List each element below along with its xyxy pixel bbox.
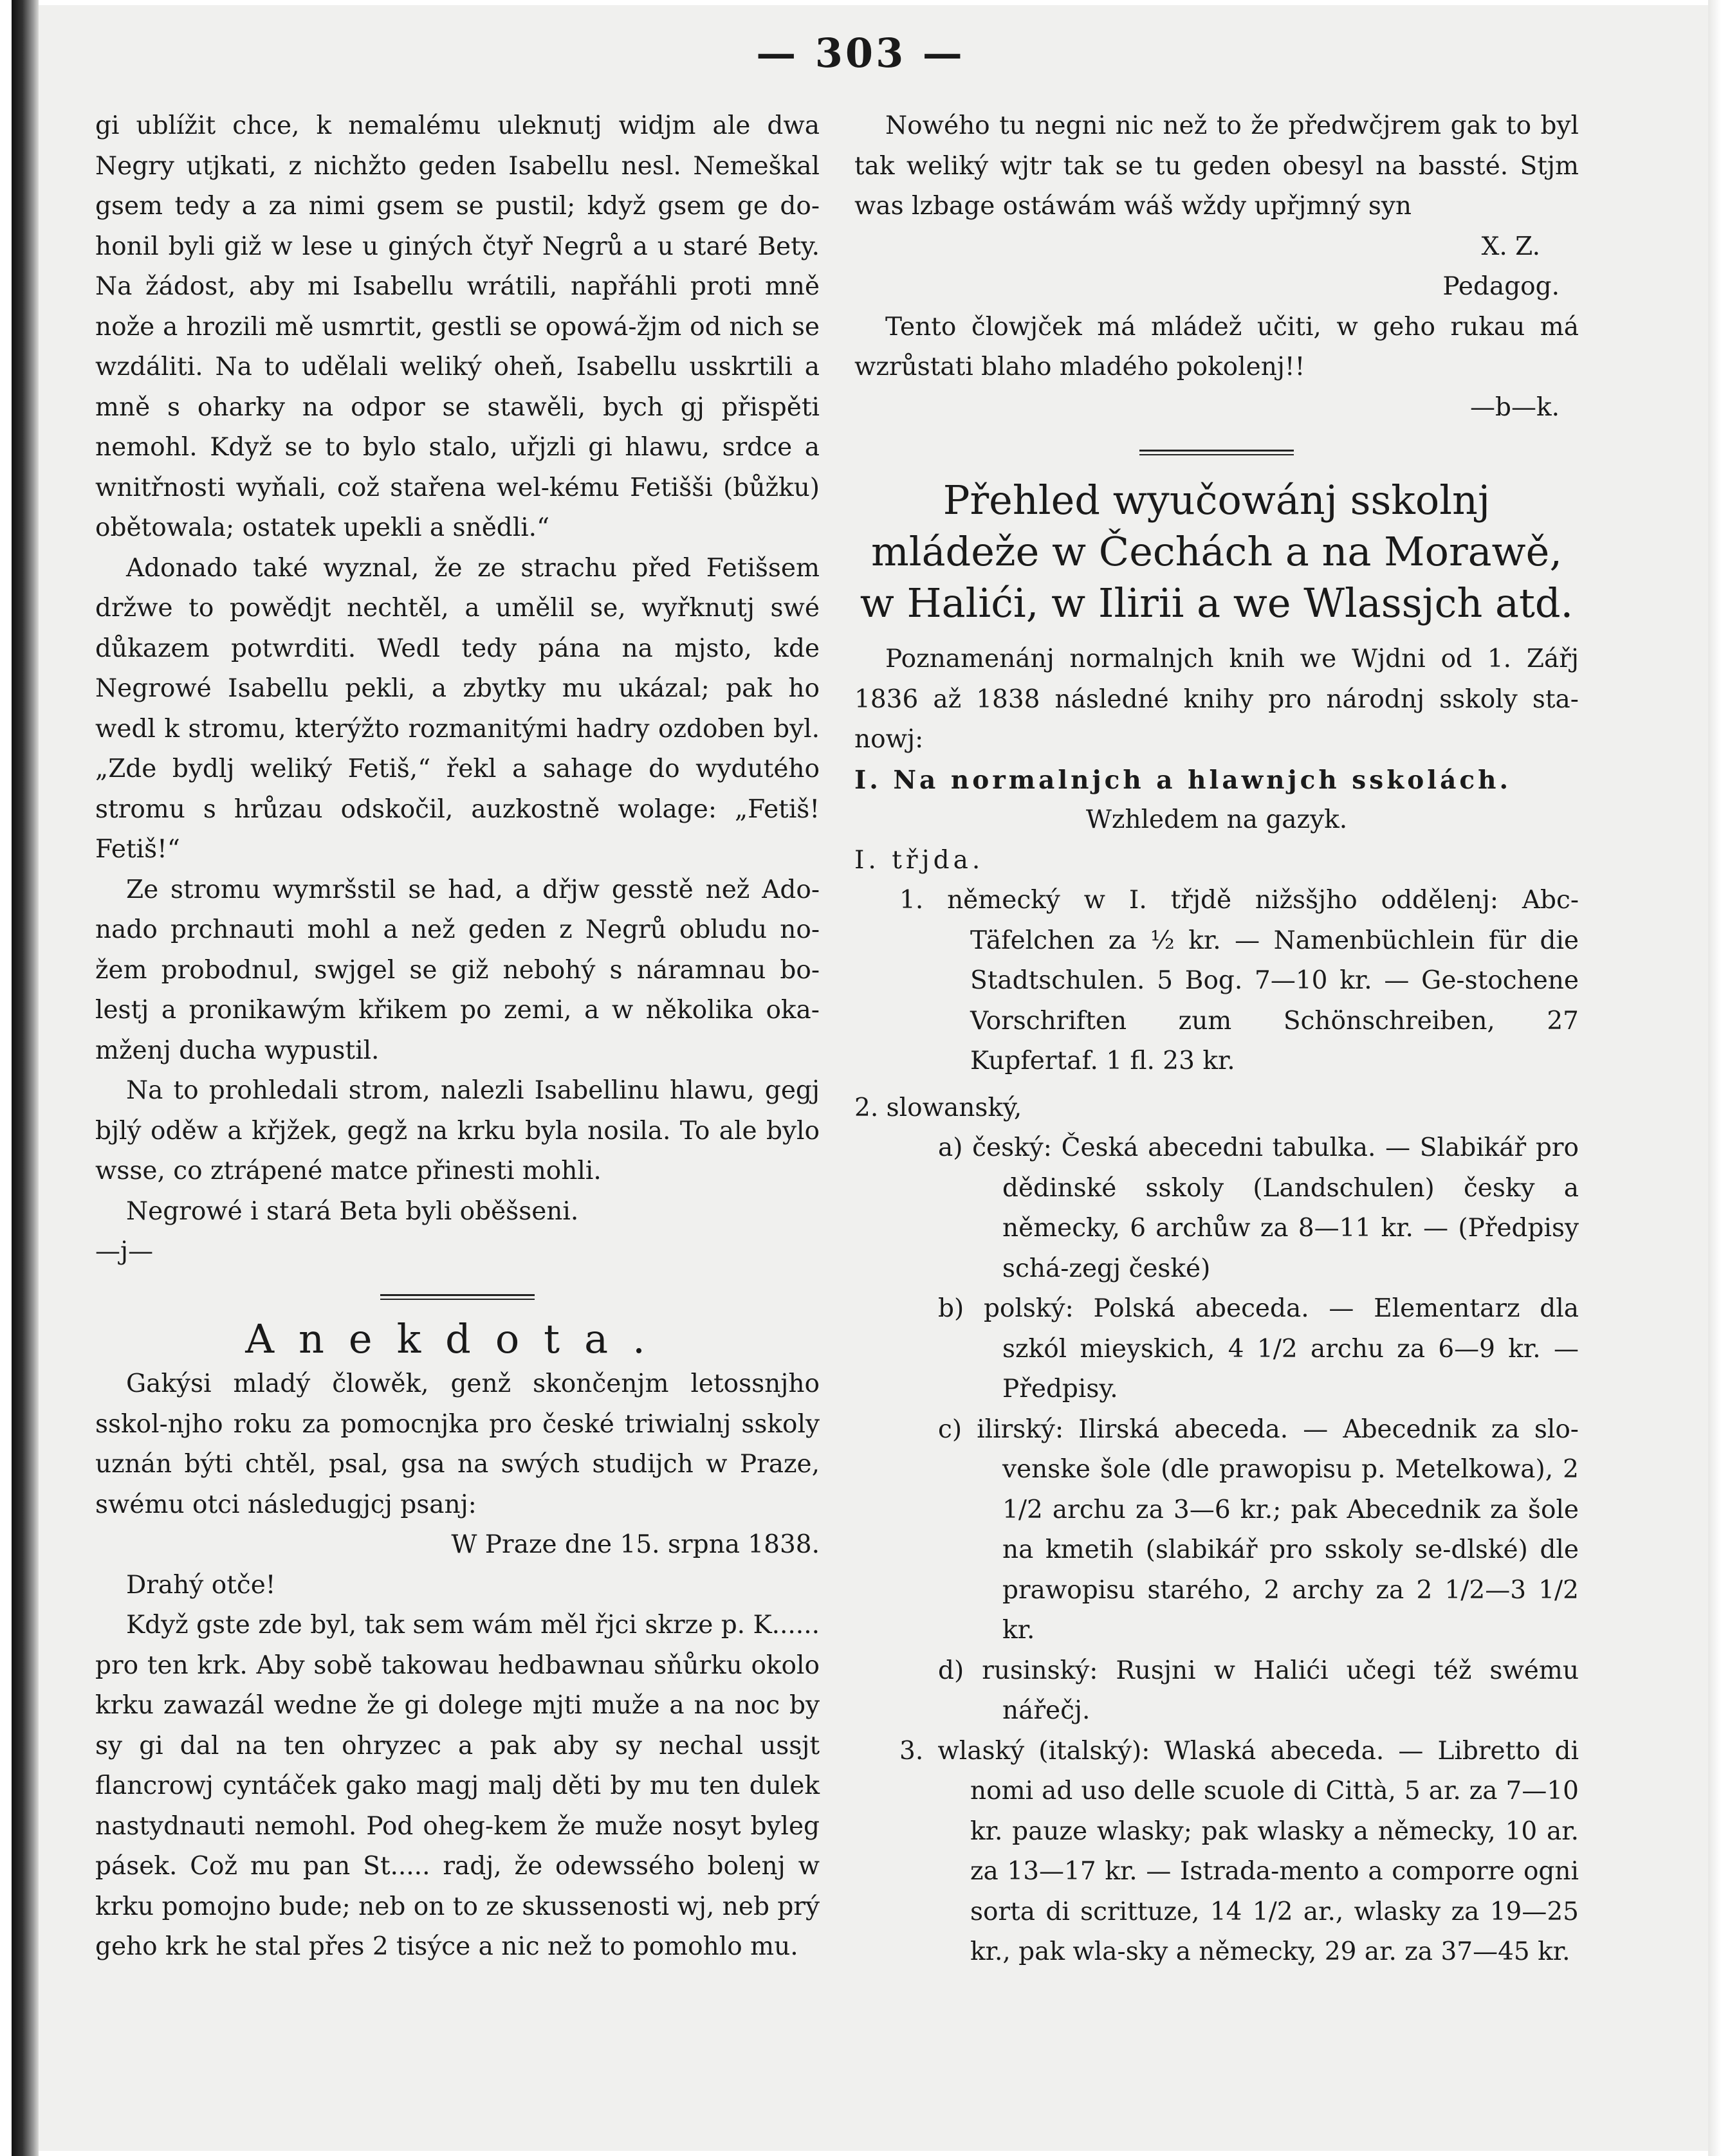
paragraph: Gakýsi mladý člowěk, genž skončenjm letossnjho sskol-njho roku za pomocnjka pro české triwialnj sskoly uznán býti chtěl, psal, gsa na swých studijch w Praze, swému otci následugjcj psanj:: [95, 1369, 820, 1519]
page-right-edge: [1708, 0, 1721, 2156]
section-title-anekdota: Anekdota.: [245, 1315, 670, 1362]
paragraph: Adonado také wyznal, že ze strachu před Fetišsem držwe to powědjt nechtěl, a umělil se, wyřknutj swé důkazem potwrditi. Wedl tedy pána na mjsto, kde Negrowé Isabellu pekli, a zbytky mu ukázal; pak ho wedl k stromu, kterýžto rozmanitými hadry ozdoben byl. „Zde bydlj weliký Fetiš,“ řekl a sahage do wydutého stromu s hrůzau odskočil, auzkostně wolage: „Fetiš! Fetiš!“: [95, 553, 820, 864]
list-subitem: a) český: Česká abecedni tabulka. — Slabikář pro dědinské sskoly (Landschulen) česky a německy, 6 archůw za 8—11 kr. — (Předpisy schá-zegj české): [938, 1133, 1579, 1283]
list-item: 2. slowanský,: [854, 1093, 1022, 1122]
paragraph: gi ublížit chce, k nemalému uleknutj widjm ale dwa Negry utjkati, z nichžto geden Isabellu nesl. Nemeškal gsem tedy a za nimi gsem se pustil; když gsem ge do-honil byli giž w lese u giných čtyř Negrů a u staré Bety. Na žádost, aby mi Isabellu wrátili, napřáhli proti mně nože a hrozili mě usmrtit, gestli se opowá-žjm od nich se wzdáliti. Na to udělali weliký oheň, Isabellu usskrtili a mně s oharky na odpor se stawěli, bych gj přispěti nemohl. Když se to bylo stalo, uřjzli gi hlawu, srdce a wnitřnosti wyňali, což stařena wel-kému Fetišši (bůžku) obětowala; ostatek upekli a snědli.“: [95, 111, 820, 542]
paragraph: Poznamenánj normalnjch knih we Wjdni od 1. Zářj 1836 až 1838 následné knihy pro národnj sskoly sta-nowj:: [854, 644, 1579, 754]
list-subitem: b) polský: Polská abeceda. — Elementarz dla szkól mieyskich, 4 1/2 archu za 6—9 kr. — Předpisy.: [938, 1294, 1579, 1403]
paragraph: Ze stromu wymršstil se had, a dřjw gesstě než Ado-nado prchnauti mohl a než geden z Negrů obludu no-žem probodnul, swjgel se giž nebohý s náramnau bo-lestj a pronikawým křikem po zemi, a w několika oka-mženj ducha wypustil.: [95, 875, 820, 1065]
subsection-heading: I. Na normalnjch a hlawnjch sskolách.: [854, 765, 1512, 795]
section-heading: Přehled wyučowánj sskolnj mládeže w Čechách a na Morawě, w Halići, w Ilirii a we Wlassjch atd.: [860, 477, 1574, 626]
page-number: — 303 —: [756, 30, 965, 77]
paragraph: Negrowé i stará Beta byli oběšseni.: [126, 1196, 579, 1226]
class-heading: I. třjda.: [854, 845, 984, 875]
section-divider: [380, 1294, 535, 1300]
right-column: [854, 106, 1579, 1973]
letter-dateline: W Praze dne 15. srpna 1838.: [451, 1530, 820, 1559]
left-column: [95, 106, 820, 1968]
list-subitem: c) ilirský: Ilirská abeceda. — Abecednik za slo-venske šole (dle prawopisu p. Metelkowa), 2 1/2 archu za 3—6 kr.; pak Abecednik za šole na kmetih (slabikář pro sskoly se-dlské) dle prawopisu starého, 2 archy za 2 1/2—3 1/2 kr.: [938, 1414, 1579, 1645]
list-item: 1. německý w I. třjdě nižsšjho oddělenj: Abc-Täfelchen za ½ kr. — Namenbüchlein für die Stadtschulen. 5 Bog. 7—10 kr. — Ge-stochene Vorschriften zum Schönschreiben, 27 Kupfertaf. 1 fl. 23 kr.: [899, 886, 1579, 1075]
subsection-subheading: Wzhledem na gazyk.: [1085, 805, 1348, 834]
paragraph: Když gste zde byl, tak sem wám měl řjci skrze p. K...... pro ten krk. Aby sobě takowau hedbawnau sňůrku okolo krku zawazál wedne že gi dolege mjti muže a na noc by sy gi dal na ten ohryzec a pak aby sy nechal ussjt flancrowj cyntáček gako magj malj děti by mu ten dulek nastydnauti nemohl. Pod oheg-kem že muže nosyt byleg pásek. Což mu pan St..... radj, že odewssého bolenj w krku pomojno bude; neb on to ze skussenosti wj, neb prý geho krk he stal přes 2 tisýce a nic než to pomohlo mu.: [95, 1611, 820, 1961]
paragraph: Tento člowjček má mládež učiti, w geho rukau má wzrůstati blaho mladého pokolenj!!: [854, 312, 1579, 381]
signature: —b—k.: [1470, 392, 1560, 422]
book-binding-edge: [12, 0, 39, 2156]
signature: —j—: [95, 1237, 154, 1266]
paragraph: Na to prohledali strom, nalezli Isabellinu hlawu, gegj bjlý oděw a křjžek, gegž na krku byla nosila. To ale bylo wsse, co ztrápené matce přinesti mohli.: [95, 1076, 820, 1185]
paragraph: Nowého tu negni nic než to že předwčjrem gak to byl tak weliký wjtr tak se tu geden obesyl na bassté. Stjm was lzbage ostáwám wáš wždy upřjmný syn: [854, 111, 1579, 221]
list-item: 3. wlaský (italský): Wlaská abeceda. — Libretto di nomi ad uso delle scuole di Città, 5 ar. za 7—10 kr. pauze wlasky; pak wlasky a německy, 10 ar. za 13—17 kr. — Istrada-mento a comporre ogni sorta di scrittuze, 14 1/2 ar., wlasky za 19—25 kr., pak wla-sky a německy, 29 ar. za 37—45 kr.: [899, 1736, 1579, 1966]
signature-role: Pedagog.: [1442, 272, 1560, 301]
letter-salutation: Drahý otče!: [126, 1570, 276, 1600]
signature-initials: X. Z.: [1481, 232, 1540, 261]
list-subitem: d) rusinský: Rusjni w Halići učegi též swému nářečj.: [938, 1656, 1579, 1725]
section-divider: [1139, 450, 1294, 455]
